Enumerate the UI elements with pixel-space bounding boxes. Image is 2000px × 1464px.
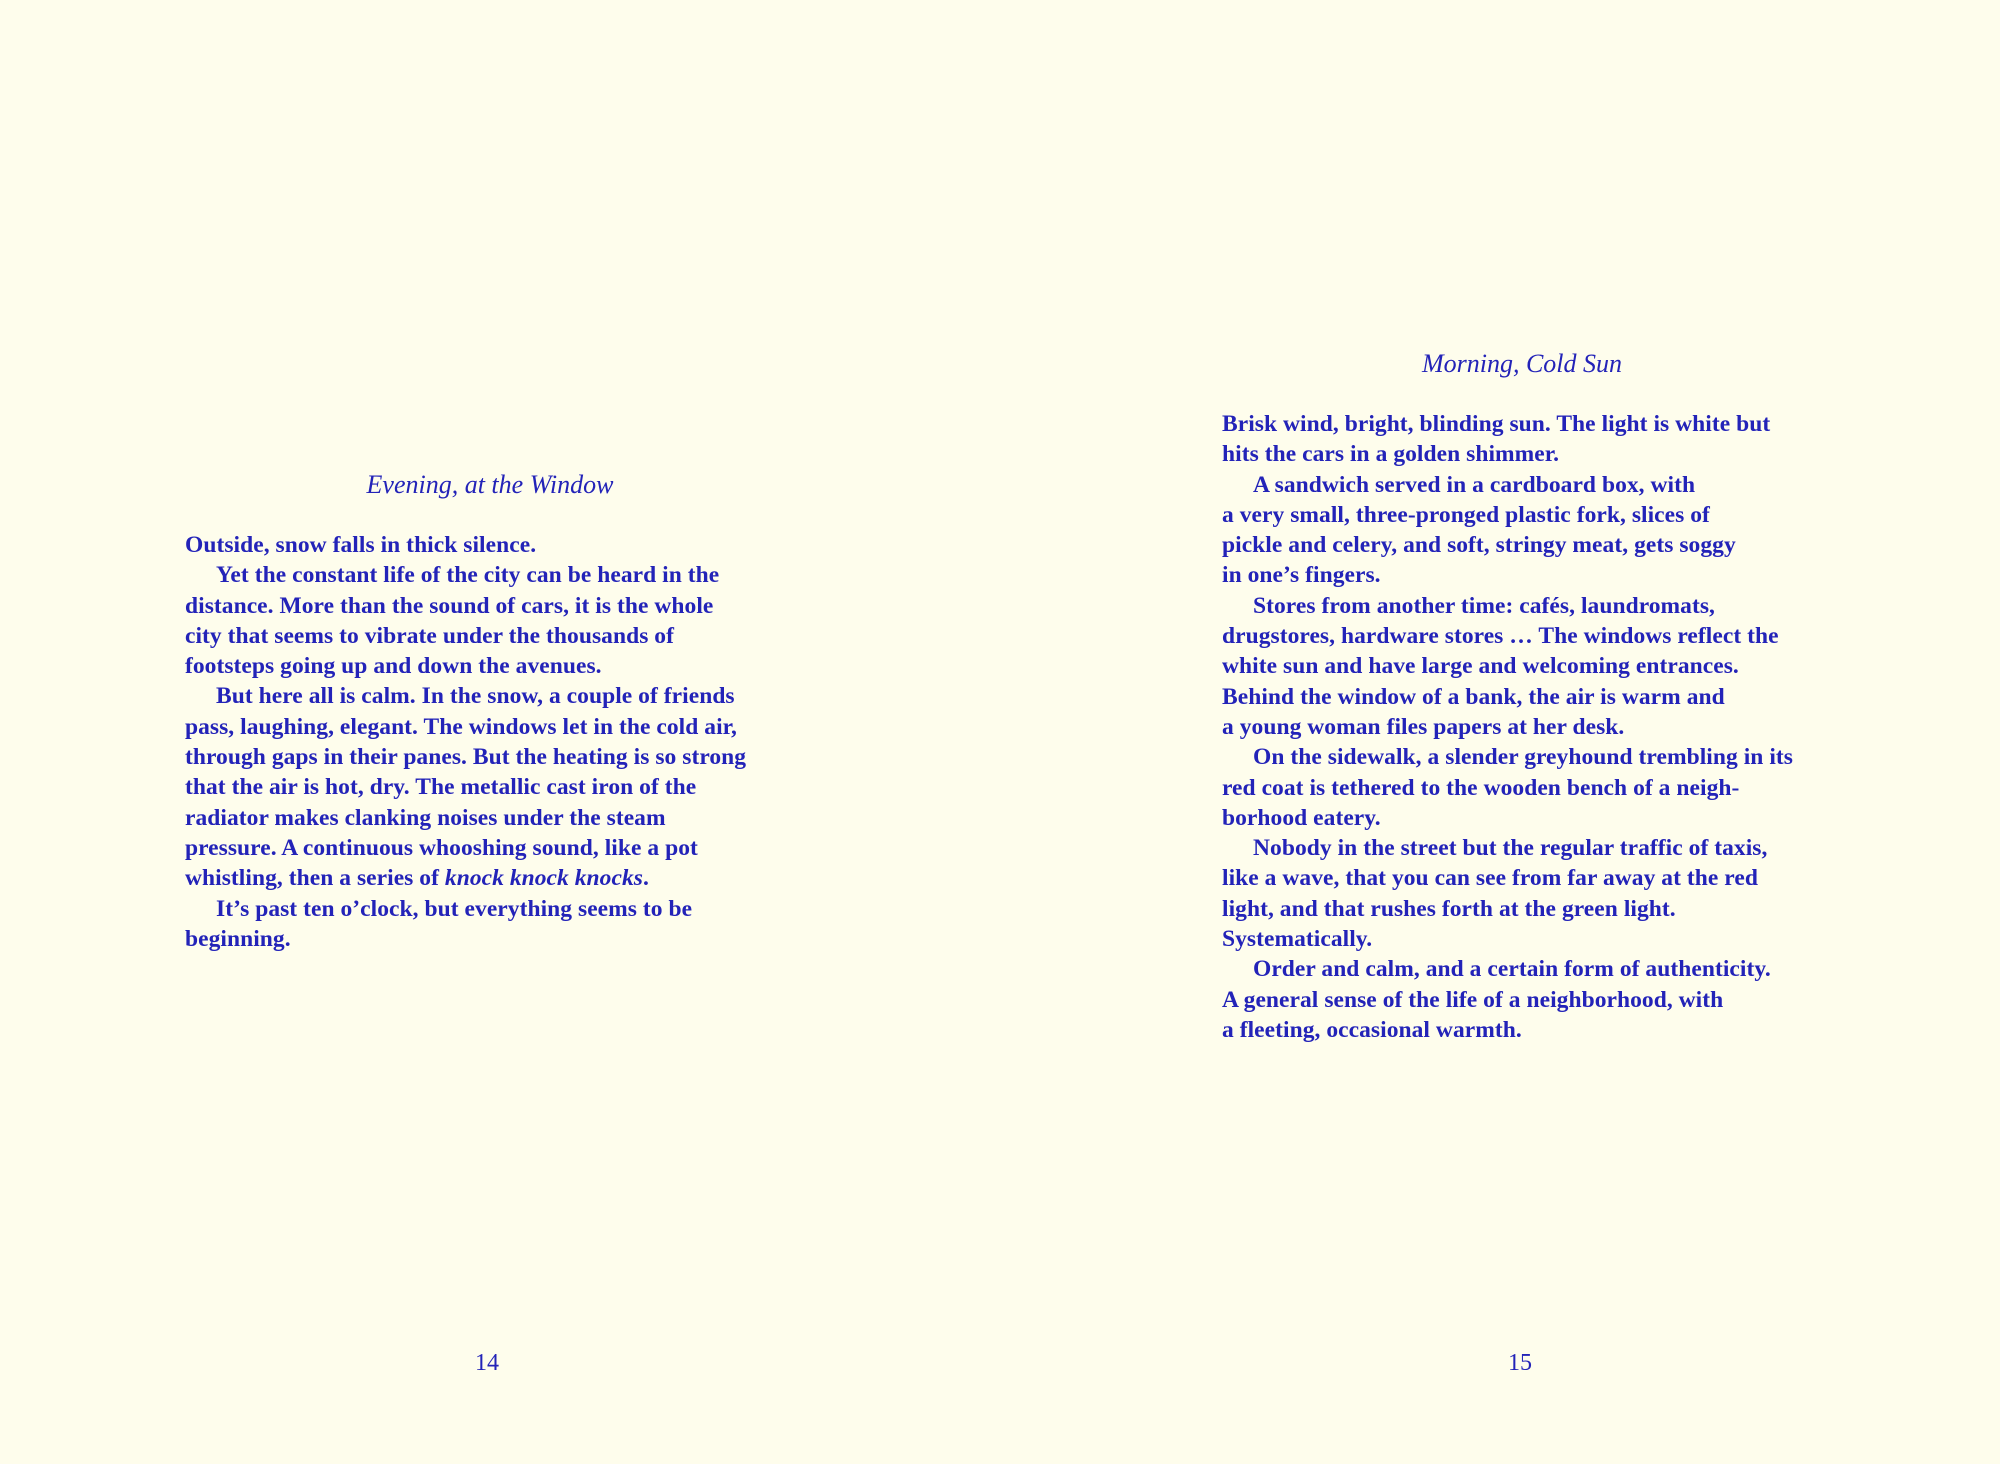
text-line-main: Systematically.	[1222, 926, 1373, 953]
text-line-main: Outside, snow falls in thick silence.	[185, 532, 537, 558]
text-line-main: distance. More than the sound of cars, it is the whole	[185, 592, 714, 619]
text-line	[1222, 682, 1793, 712]
text-line-main: Order and calm, and a certain form of authenticity.	[1253, 956, 1771, 983]
text-line	[1222, 470, 1793, 500]
text-line-main: through gaps in their panes. But the heating is so strong	[185, 744, 747, 771]
text-line-main: that the air is hot, dry. The metallic cast iron of the	[185, 774, 697, 801]
text-line	[1222, 742, 1793, 772]
text-line	[1222, 985, 1793, 1015]
text-line	[1222, 560, 1793, 590]
text-line	[1222, 439, 1793, 469]
text-line-main: pickle and celery, and soft, stringy meat, gets soggy	[1222, 532, 1736, 559]
left-page-body	[185, 530, 746, 954]
text-line-italic: knock knock knocks	[444, 865, 643, 892]
text-line-main: hits the cars in a golden shimmer.	[1222, 441, 1560, 468]
text-line	[185, 530, 746, 560]
text-line	[185, 772, 746, 802]
text-line	[185, 591, 746, 621]
text-line-main: Yet the constant life of the city can be heard in the	[216, 562, 720, 589]
text-line-main: drugstores, hardware stores … The windows reflect the	[1222, 623, 1779, 650]
text-line	[1222, 833, 1793, 863]
text-line	[1222, 954, 1793, 984]
text-line-main: borhood eatery.	[1222, 804, 1381, 831]
text-line-main: whistling, then a series of	[185, 865, 445, 892]
text-line	[1222, 924, 1793, 954]
text-line-main: Nobody in the street but the regular traffic of taxis,	[1253, 835, 1768, 862]
text-line-main: red coat is tethered to the wooden bench of a neigh-	[1222, 774, 1740, 801]
text-line-main: footsteps going up and down the avenues.	[185, 653, 602, 680]
text-line-main: like a wave, that you can see from far away at the red	[1222, 865, 1758, 892]
text-line	[1222, 500, 1793, 530]
text-line	[185, 833, 746, 863]
text-line-main: radiator makes clanking noises under the steam	[185, 804, 666, 831]
text-line-main: beginning.	[185, 925, 291, 952]
text-line-main: pressure. A continuous whooshing sound, like a pot	[185, 834, 698, 861]
text-line	[1222, 591, 1793, 621]
left-page-number: 14	[475, 1350, 499, 1376]
left-page-title: Evening, at the Window	[366, 470, 614, 499]
text-line	[185, 924, 746, 954]
text-line-main: A sandwich served in a cardboard box, with	[1253, 471, 1696, 498]
right-page	[1000, 0, 2000, 1464]
text-line	[185, 560, 746, 590]
text-line	[1222, 530, 1793, 560]
text-line	[185, 621, 746, 651]
text-line	[185, 803, 746, 833]
text-line	[1222, 651, 1793, 681]
text-line	[1222, 712, 1793, 742]
text-line-main: It’s past ten o’clock, but everything seems to be	[216, 895, 693, 922]
text-line	[1222, 409, 1793, 439]
text-line-after: .	[642, 865, 649, 892]
text-line-main: a very small, three-pronged plastic fork, slices of	[1222, 501, 1710, 528]
text-line-main: On the sidewalk, a slender greyhound trembling in its	[1253, 744, 1793, 771]
text-line-main: Stores from another time: cafés, laundromats,	[1253, 592, 1715, 619]
text-line	[1222, 803, 1793, 833]
text-line-main: a young woman files papers at her desk.	[1222, 713, 1625, 740]
text-line-main: pass, laughing, elegant. The windows let in the cold air,	[185, 713, 737, 740]
right-page-number: 15	[1508, 1350, 1532, 1376]
text-line	[1222, 863, 1793, 893]
text-line	[185, 651, 746, 681]
text-line	[185, 894, 746, 924]
text-line	[185, 712, 746, 742]
text-line-main: But here all is calm. In the snow, a couple of friends	[216, 683, 735, 710]
text-line	[185, 681, 746, 711]
text-line-main: A general sense of the life of a neighborhood, with	[1222, 986, 1724, 1013]
text-line	[1222, 1015, 1793, 1045]
text-line	[1222, 773, 1793, 803]
text-line-main: Behind the window of a bank, the air is warm and	[1222, 683, 1725, 710]
right-page-title: Morning, Cold Sun	[1421, 349, 1623, 378]
text-line	[1222, 894, 1793, 924]
text-line-main: Brisk wind, bright, blinding sun. The light is white but	[1222, 411, 1771, 437]
text-line-main: a fleeting, occasional warmth.	[1222, 1016, 1522, 1043]
text-line	[1222, 621, 1793, 651]
right-page-body	[1222, 409, 1793, 1045]
text-line	[185, 863, 746, 893]
text-line	[185, 742, 746, 772]
text-line-main: white sun and have large and welcoming entrances.	[1222, 653, 1739, 680]
text-line-main: in one’s fingers.	[1222, 562, 1381, 589]
text-line-main: light, and that rushes forth at the green light.	[1222, 895, 1676, 922]
text-line-main: city that seems to vibrate under the thousands of	[185, 622, 674, 649]
